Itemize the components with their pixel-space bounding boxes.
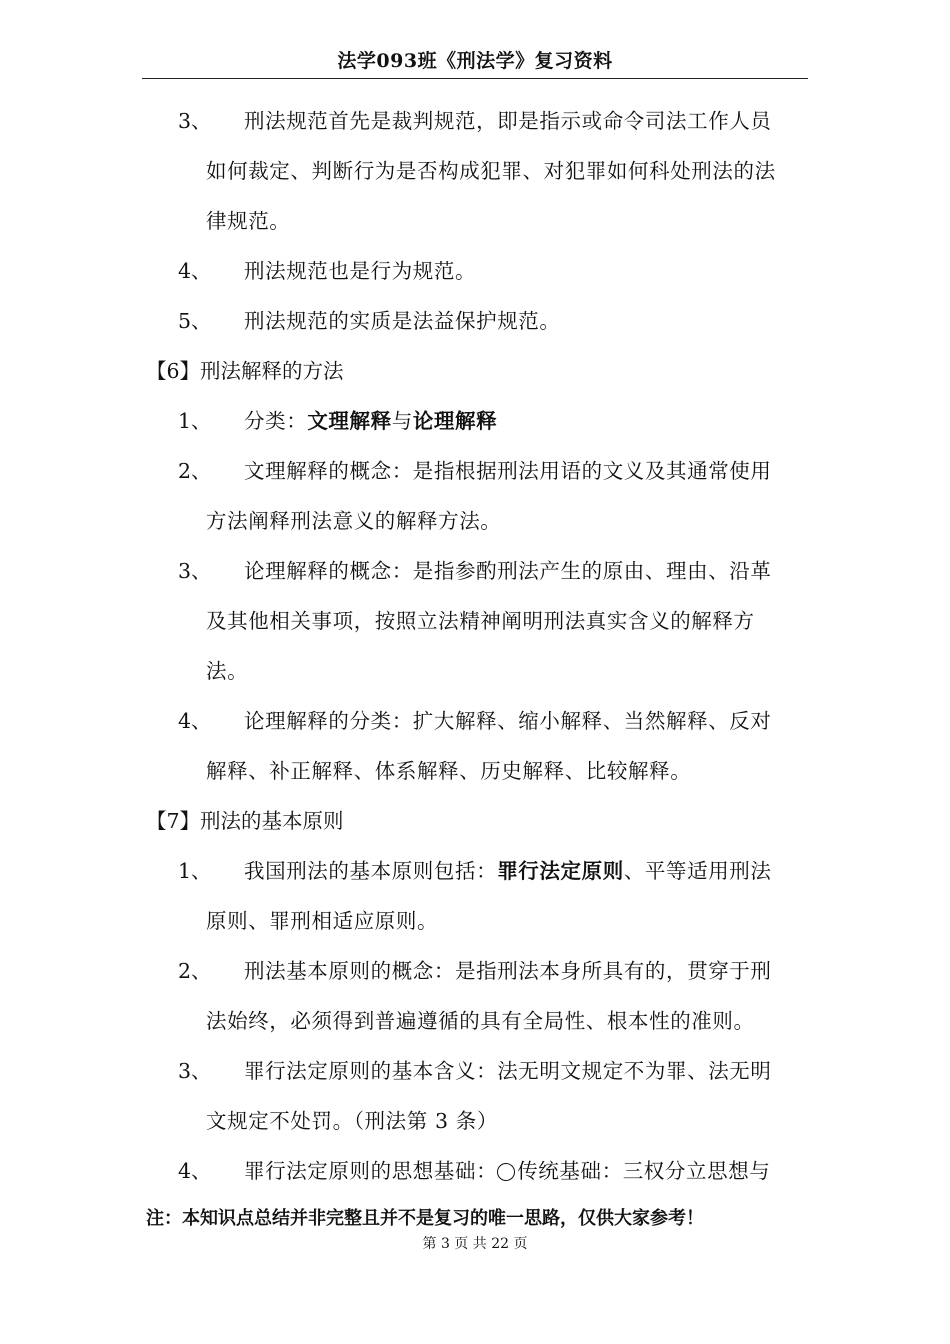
item-text: 解释、补正解释、体系解释、历史解释、比较解释。 <box>206 759 692 783</box>
item-number: 2、 <box>178 959 212 983</box>
item-text: 如何裁定、判断行为是否构成犯罪、对犯罪如何科处刑法的法 <box>206 159 776 183</box>
item-text: 刑法规范的实质是法益保护规范。 <box>244 309 561 333</box>
bold-term: 文理解释 <box>307 409 392 433</box>
section-heading: 【7】刑法的基本原则 <box>146 809 344 833</box>
item-text <box>244 856 772 886</box>
item-text: 方法阐释刑法意义的解释方法。 <box>206 509 502 533</box>
circled-number-icon <box>497 1163 515 1181</box>
item-text: 刑法规范也是行为规范。 <box>244 259 477 283</box>
header-rule <box>142 78 808 79</box>
item-number: 3、 <box>178 559 212 583</box>
page-header-title: 法学093班《刑法学》复习资料 <box>337 50 613 72</box>
section-heading: 【6】刑法解释的方法 <box>146 359 344 383</box>
item-suffix: 传统基础：三权分立思想与 <box>517 1159 771 1183</box>
item-text: 及其他相关事项，按照立法精神阐明刑法真实含义的解释方 <box>206 609 755 633</box>
item-number: 2、 <box>178 459 212 483</box>
item-number: 4、 <box>178 709 212 733</box>
item-text: 文规定不处罚。（刑法第 3 条） <box>206 1109 498 1133</box>
item-number: 3、 <box>178 109 212 133</box>
item-prefix: 我国刑法的基本原则包括： <box>244 859 498 883</box>
item-prefix: 分类： <box>244 409 308 433</box>
item-number: 1、 <box>178 409 212 433</box>
item-text: 律规范。 <box>206 209 291 233</box>
item-number: 4、 <box>178 259 212 283</box>
footer-note: 注：本知识点总结并非完整且并不是复习的唯一思路，仅供大家参考！ <box>146 1208 704 1229</box>
item-number: 4、 <box>178 1159 212 1183</box>
item-text: 刑法规范首先是裁判规范，即是指示或命令司法工作人员 <box>244 109 772 133</box>
connector: 与 <box>391 409 413 433</box>
item-number: 1、 <box>178 859 212 883</box>
item-text: 论理解释的分类：扩大解释、缩小解释、当然解释、反对 <box>244 709 772 733</box>
item-text: 文理解释的概念：是指根据刑法用语的文义及其通常使用 <box>244 459 772 483</box>
item-text: 原则、罪刑相适应原则。 <box>206 909 439 933</box>
bold-term: 论理解释 <box>412 409 498 433</box>
item-number: 5、 <box>178 309 212 333</box>
item-number: 3、 <box>178 1059 212 1083</box>
item-text: 法。 <box>206 659 249 683</box>
item-text: 论理解释的概念：是指参酌刑法产生的原由、理由、沿革 <box>244 559 772 583</box>
item-prefix: 罪行法定原则的思想基础： <box>244 1159 498 1183</box>
item-text: 罪行法定原则的基本含义：法无明文规定不为罪、法无明 <box>244 1059 772 1083</box>
item-text: 刑法基本原则的概念：是指刑法本身所具有的，贯穿于刑 <box>244 959 772 983</box>
item-text: 法始终，必须得到普遍遵循的具有全局性、根本性的准则。 <box>206 1009 755 1033</box>
item-text <box>244 1156 770 1186</box>
page-number: 第 3 页 共 22 页 <box>422 1236 528 1252</box>
item-text <box>244 406 497 436</box>
bold-term: 罪行法定原则 <box>497 859 624 883</box>
item-suffix: 、平等适用刑法 <box>623 859 772 883</box>
